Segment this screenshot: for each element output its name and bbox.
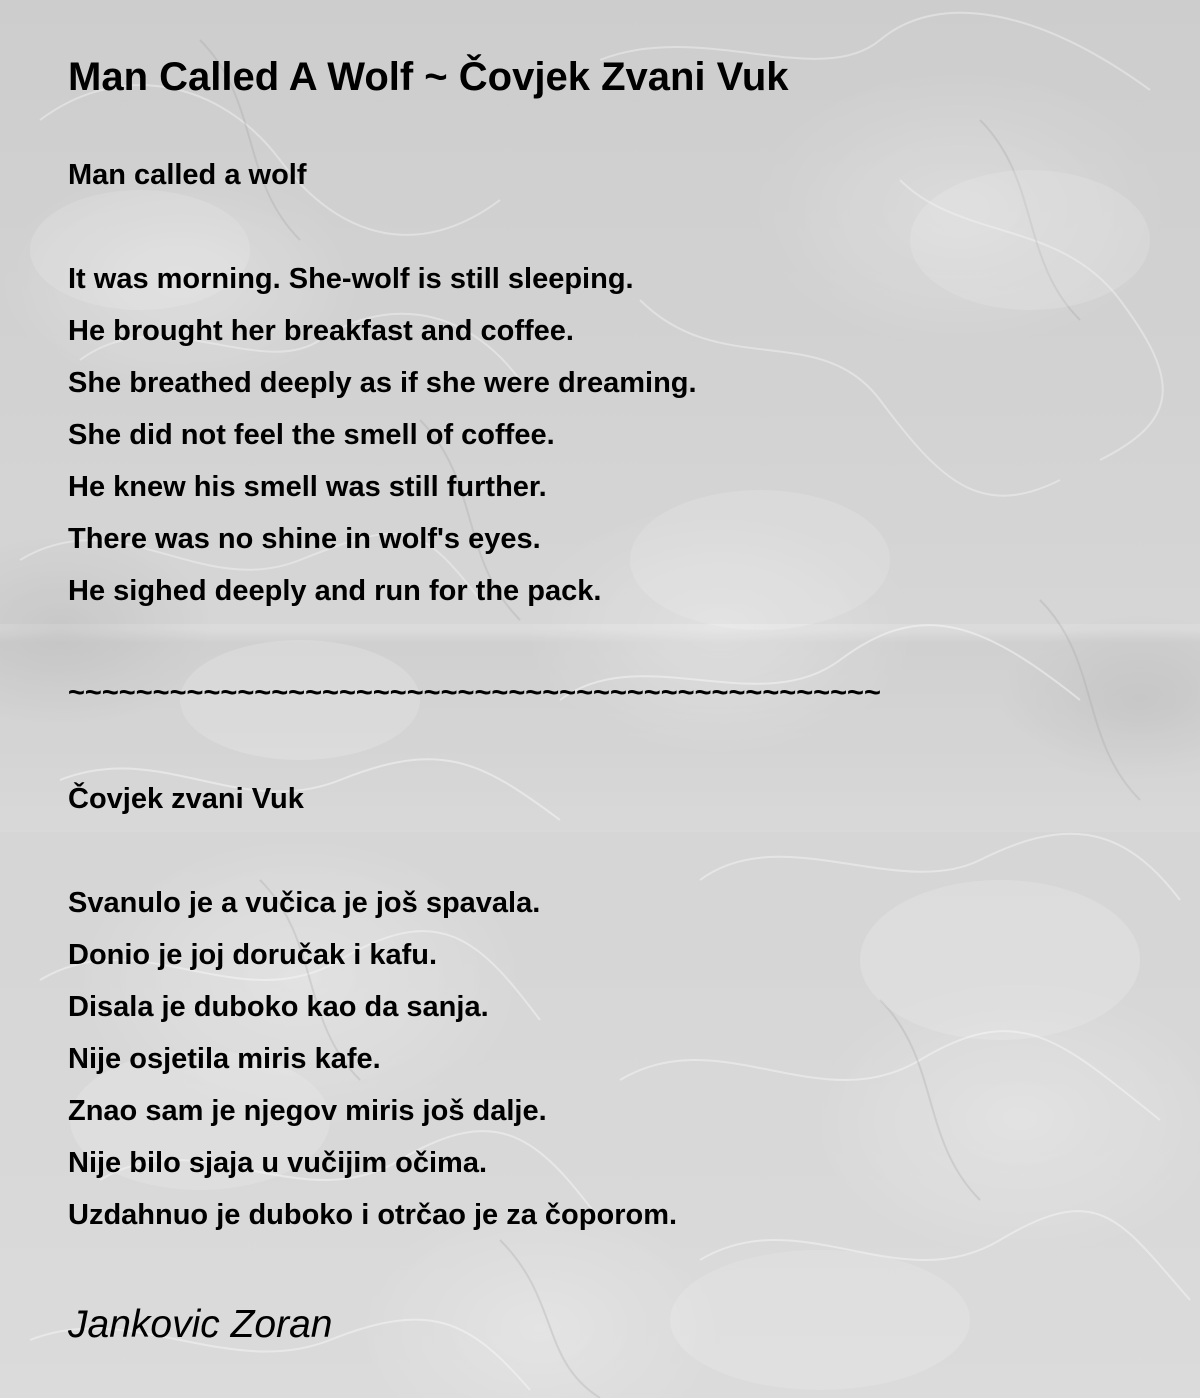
poem-line: She breathed deeply as if she were dreaming. xyxy=(68,367,697,399)
poem-title: Man Called A Wolf ~ Čovjek Zvani Vuk xyxy=(68,55,789,99)
tilde-separator: ~~~~~~~~~~~~~~~~~~~~~~~~~~~~~~~~~~~~~~~~~~~~~~~~ xyxy=(68,677,881,709)
poem-line: He knew his smell was still further. xyxy=(68,471,547,503)
poem-line: Donio je joj doručak i kafu. xyxy=(68,939,437,971)
poem-line: Znao sam je njegov miris još dalje. xyxy=(68,1095,547,1127)
poem-line: It was morning. She-wolf is still sleeping. xyxy=(68,263,634,295)
poem-line: Nije bilo sjaja u vučijim očima. xyxy=(68,1147,488,1179)
author-name: Jankovic Zoran xyxy=(68,1303,333,1346)
poem-line: He brought her breakfast and coffee. xyxy=(68,315,574,347)
croatian-heading: Čovjek zvani Vuk xyxy=(68,783,304,815)
poem-line: Nije osjetila miris kafe. xyxy=(68,1043,381,1075)
poem-line: Svanulo je a vučica je još spavala. xyxy=(68,887,541,919)
poem-line: Disala je duboko kao da sanja. xyxy=(68,991,489,1023)
poem-line: He sighed deeply and run for the pack. xyxy=(68,575,602,607)
english-heading: Man called a wolf xyxy=(68,159,307,191)
poem-line: Uzdahnuo je duboko i otrčao je za čoporom. xyxy=(68,1199,678,1231)
poem-line: She did not feel the smell of coffee. xyxy=(68,419,555,451)
poem-line: There was no shine in wolf's eyes. xyxy=(68,523,541,555)
